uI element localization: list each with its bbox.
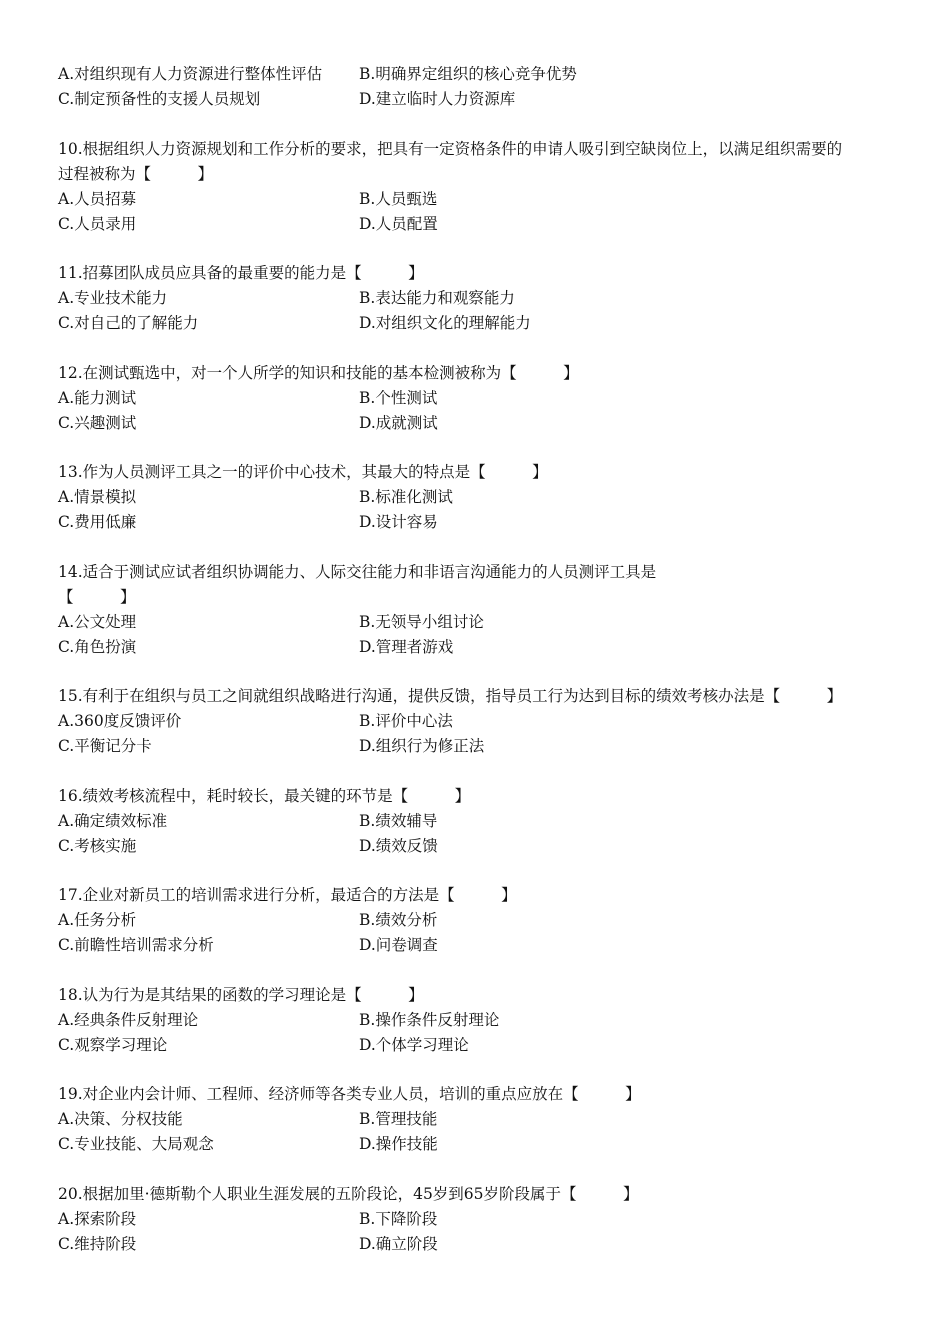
question-stem: 16.绩效考核流程中，耗时较长，最关键的环节是【 】	[58, 786, 471, 805]
option-a: A.专业技术能力	[58, 289, 168, 307]
option-c: C.观察学习理论	[58, 1035, 168, 1054]
exam-page	[58, 62, 898, 1281]
option-row	[58, 834, 898, 859]
option-d: D.确立阶段	[359, 1234, 438, 1253]
question-stem: 12.在测试甄选中，对一个人所学的知识和技能的基本检测被称为【 】	[58, 363, 579, 382]
option-b: B.评价中心法	[359, 712, 453, 730]
option-d: D.建立临时人力资源库	[359, 90, 516, 108]
question-16	[58, 784, 898, 859]
option-row	[58, 908, 898, 933]
option-row	[58, 411, 898, 436]
option-b: B.无领导小组讨论	[359, 612, 484, 631]
option-a: A.对组织现有人力资源进行整体性评估	[58, 65, 323, 83]
question-stem: 过程被称为【 】	[58, 164, 214, 183]
option-b: B.绩效辅导	[359, 811, 438, 830]
option-b: B.人员甄选	[359, 189, 438, 208]
option-d: D.设计容易	[359, 513, 438, 531]
option-row	[58, 1008, 898, 1033]
question-stem: 【 】	[58, 587, 136, 606]
option-a: A.情景模拟	[58, 488, 137, 506]
option-d: D.操作技能	[359, 1135, 438, 1153]
option-b: B.标准化测试	[359, 488, 453, 506]
option-a: A.人员招募	[58, 189, 137, 208]
option-a: A.公文处理	[58, 612, 137, 631]
option-d: D.组织行为修正法	[359, 737, 485, 755]
option-row	[58, 311, 898, 336]
option-row	[58, 709, 898, 734]
question-13	[58, 460, 898, 535]
option-c: C.制定预备性的支援人员规划	[58, 90, 261, 108]
option-b: B.绩效分析	[359, 911, 438, 929]
option-d: D.个体学习理论	[359, 1035, 469, 1054]
option-row	[58, 809, 898, 834]
question-stem: 19.对企业内会计师、工程师、经济师等各类专业人员，培训的重点应放在【 】	[58, 1085, 641, 1103]
option-a: A.360度反馈评价	[58, 712, 182, 730]
option-d: D.绩效反馈	[359, 836, 438, 855]
question-9-options	[58, 62, 898, 112]
option-row	[58, 386, 898, 411]
option-c: C.角色扮演	[58, 637, 137, 656]
option-c: C.平衡记分卡	[58, 737, 152, 755]
option-d: D.管理者游戏	[359, 637, 454, 656]
option-row	[58, 933, 898, 958]
option-b: B.个性测试	[359, 388, 438, 407]
option-row	[58, 1132, 898, 1157]
option-c: C.人员录用	[58, 214, 137, 233]
option-d: D.成就测试	[359, 413, 438, 432]
option-row	[58, 610, 898, 635]
option-row	[58, 1107, 898, 1132]
question-stem: 20.根据加里·德斯勒个人职业生涯发展的五阶段论，45岁到65岁阶段属于【 】	[58, 1184, 639, 1203]
option-b: B.明确界定组织的核心竞争优势	[359, 65, 577, 83]
question-list	[58, 137, 898, 1257]
option-d: D.对组织文化的理解能力	[359, 314, 531, 332]
question-stem: 17.企业对新员工的培训需求进行分析，最适合的方法是【 】	[58, 886, 517, 904]
question-stem: 14.适合于测试应试者组织协调能力、人际交往能力和非语言沟通能力的人员测评工具是	[58, 562, 657, 581]
option-a: A.确定绩效标准	[58, 811, 168, 830]
question-19	[58, 1082, 898, 1157]
option-a: A.经典条件反射理论	[58, 1010, 199, 1029]
question-12	[58, 361, 898, 436]
option-c: C.对自己的了解能力	[58, 314, 199, 332]
question-stem: 13.作为人员测评工具之一的评价中心技术，其最大的特点是【 】	[58, 463, 548, 481]
option-a: A.探索阶段	[58, 1209, 137, 1228]
question-stem: 11.招募团队成员应具备的最重要的能力是【 】	[58, 264, 424, 282]
question-stem: 15.有利于在组织与员工之间就组织战略进行沟通，提供反馈，指导员工行为达到目标的绩效考核办法是【 】	[58, 687, 843, 705]
question-15	[58, 684, 898, 759]
option-c: C.费用低廉	[58, 513, 137, 531]
option-row	[58, 1207, 898, 1232]
option-row	[58, 212, 898, 237]
option-row	[58, 187, 898, 212]
option-a: A.能力测试	[58, 388, 137, 407]
question-18	[58, 983, 898, 1058]
option-row	[58, 485, 898, 510]
option-c: C.考核实施	[58, 836, 137, 855]
option-b: B.下降阶段	[359, 1209, 438, 1228]
option-c: C.前瞻性培训需求分析	[58, 936, 214, 954]
option-c: C.兴趣测试	[58, 413, 137, 432]
question-20	[58, 1182, 898, 1257]
option-row	[58, 510, 898, 535]
option-row	[58, 635, 898, 660]
option-b: B.管理技能	[359, 1110, 438, 1128]
option-b: B.表达能力和观察能力	[359, 289, 515, 307]
question-11	[58, 261, 898, 336]
option-row	[58, 734, 898, 759]
question-14	[58, 560, 898, 660]
option-d: D.问卷调查	[359, 936, 438, 954]
question-17	[58, 883, 898, 958]
option-a: A.决策、分权技能	[58, 1110, 183, 1128]
option-c: C.维持阶段	[58, 1234, 137, 1253]
option-row	[58, 1232, 898, 1257]
option-c: C.专业技能、大局观念	[58, 1135, 214, 1153]
question-stem: 10.根据组织人力资源规划和工作分析的要求，把具有一定资格条件的申请人吸引到空缺岗位上，以满足组织需要的	[58, 139, 843, 158]
option-b: B.操作条件反射理论	[359, 1010, 500, 1029]
question-10	[58, 137, 898, 237]
option-d: D.人员配置	[359, 214, 438, 233]
option-row	[58, 62, 898, 87]
option-row	[58, 1033, 898, 1058]
option-a: A.任务分析	[58, 911, 137, 929]
option-row	[58, 87, 898, 112]
option-row	[58, 286, 898, 311]
question-stem: 18.认为行为是其结果的函数的学习理论是【 】	[58, 985, 424, 1004]
